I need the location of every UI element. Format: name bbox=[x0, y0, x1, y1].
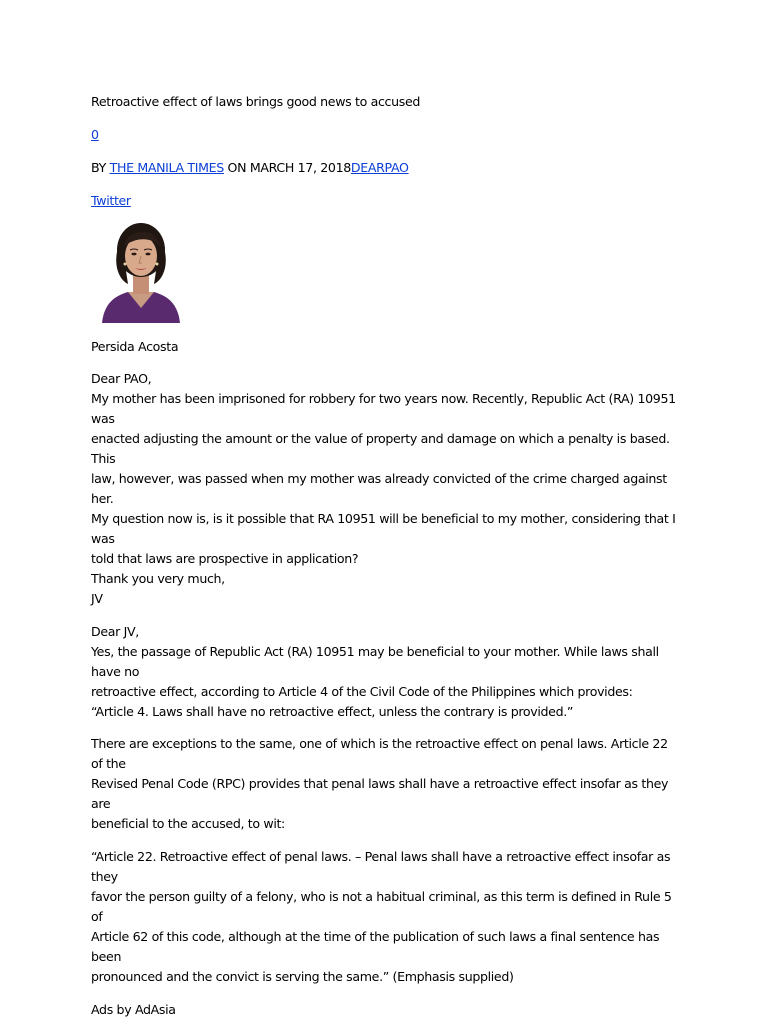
letter-signature: JV bbox=[91, 591, 103, 606]
letter-salutation: Dear PAO, bbox=[91, 371, 152, 386]
article4-quote: “Article 4. Laws shall have no retroactive effect, unless the contrary is provided.” bbox=[91, 704, 574, 719]
quote-line: “Article 22. Retroactive effect of penal laws. – Penal laws shall have a retroactive effect insofar as they bbox=[91, 849, 671, 884]
byline-by: BY bbox=[91, 160, 110, 175]
author-link[interactable]: THE MANILA TIMES bbox=[109, 160, 224, 175]
reply-salutation: Dear JV, bbox=[91, 624, 139, 639]
share-line bbox=[91, 191, 681, 211]
reply-line: beneficial to the accused, to wit: bbox=[91, 816, 285, 831]
quote-line: favor the person guilty of a felony, who is not a habitual criminal, as this term is defined in Rule 5 of bbox=[91, 889, 672, 924]
letter-line: My mother has been imprisoned for robbery for two years now. Recently, Republic Act (RA) 10951 was bbox=[91, 391, 676, 426]
reply-line: retroactive effect, according to Article 4 of the Civil Code of the Philippines which provides: bbox=[91, 684, 633, 699]
letter-line: My question now is, is it possible that RA 10951 will be beneficial to my mother, considering that I was bbox=[91, 511, 676, 546]
byline bbox=[91, 158, 681, 178]
comment-count-link[interactable]: 0 bbox=[91, 127, 99, 142]
twitter-share-link[interactable]: Twitter bbox=[91, 193, 131, 208]
section-link[interactable]: DEARPAO bbox=[350, 160, 409, 175]
ads-label: Ads by AdAsia bbox=[91, 1002, 176, 1017]
columnist-photo bbox=[98, 216, 184, 323]
headline: Retroactive effect of laws brings good news to accused bbox=[91, 94, 421, 109]
article22-quote bbox=[91, 847, 681, 987]
reader-letter bbox=[91, 369, 681, 609]
reply-exceptions bbox=[91, 734, 681, 834]
columnist-portrait-icon bbox=[98, 216, 184, 323]
letter-line: enacted adjusting the amount or the value of property and damage on which a penalty is based. This bbox=[91, 431, 670, 466]
columnist-name: Persida Acosta bbox=[91, 339, 179, 354]
reply-line: Yes, the passage of Republic Act (RA) 10951 may be beneficial to your mother. While laws shall have no bbox=[91, 644, 659, 679]
byline-date: ON MARCH 17, 2018 bbox=[223, 160, 351, 175]
quote-line: Article 62 of this code, although at the time of the publication of such laws a final sentence has been bbox=[91, 929, 660, 964]
letter-line: told that laws are prospective in application? bbox=[91, 551, 359, 566]
quote-line: pronounced and the convict is serving the same.” (Emphasis supplied) bbox=[91, 969, 514, 984]
reply-intro bbox=[91, 622, 681, 722]
letter-line: law, however, was passed when my mother was already convicted of the crime charged against her. bbox=[91, 471, 667, 506]
reply-line: There are exceptions to the same, one of which is the retroactive effect on penal laws. Article 22 of the bbox=[91, 736, 668, 771]
article-page bbox=[91, 92, 681, 1020]
letter-signoff: Thank you very much, bbox=[91, 571, 225, 586]
comment-count-line bbox=[91, 125, 681, 145]
reply-line: Revised Penal Code (RPC) provides that penal laws shall have a retroactive effect insofar as they are bbox=[91, 776, 669, 811]
